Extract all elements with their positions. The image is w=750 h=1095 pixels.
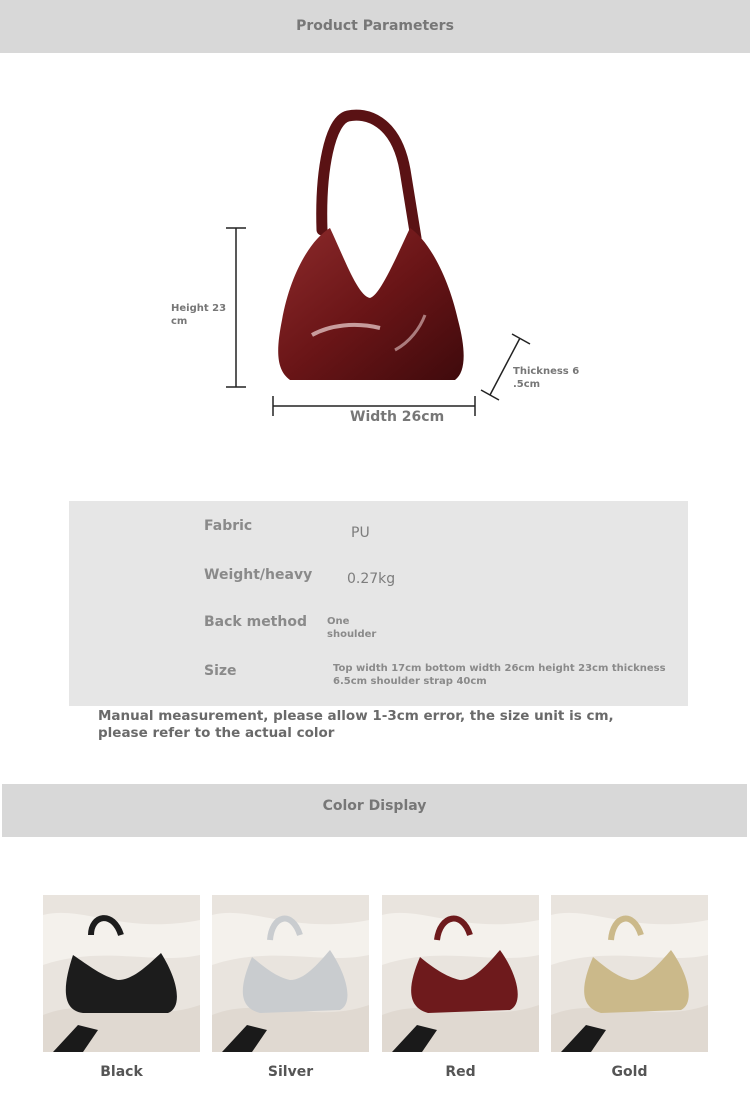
red-bag-image: [382, 895, 539, 1052]
thickness-label: Thickness 6 .5cm: [513, 366, 580, 390]
weight-value: 0.27kg: [347, 571, 396, 587]
width-label: Width 26cm: [350, 409, 445, 425]
back-method-value: One shoulder: [327, 616, 377, 640]
section-title: Product Parameters: [296, 18, 454, 34]
color-swatch-silver[interactable]: [212, 895, 369, 1052]
product-dimension-image: [0, 60, 750, 440]
height-label: Height 23 cm: [171, 303, 227, 327]
color-swatch-black[interactable]: [43, 895, 200, 1052]
section-header-colors: [2, 784, 747, 837]
color-label-black: Black: [100, 1064, 143, 1080]
parameters-table: [69, 501, 688, 706]
thickness-tick: [481, 390, 499, 400]
thickness-tick: [512, 334, 530, 344]
color-label-red: Red: [445, 1064, 476, 1080]
bag-body: [278, 228, 463, 380]
fabric-label: Fabric: [204, 518, 253, 534]
silver-bag-image: [212, 895, 369, 1052]
black-bag-image: [43, 895, 200, 1052]
color-label-gold: Gold: [611, 1064, 648, 1080]
section-title: Color Display: [322, 798, 427, 814]
section-header-parameters: [0, 0, 750, 53]
size-value: Top width 17cm bottom width 26cm height 23cm thickness 6.5cm shoulder strap 40cm: [333, 663, 666, 687]
measurement-note: Manual measurement, please allow 1-3cm error, the size unit is cm, please refer to the actual color: [98, 708, 614, 741]
gold-bag-image: [551, 895, 708, 1052]
size-label: Size: [204, 663, 237, 679]
color-swatch-gold[interactable]: [551, 895, 708, 1052]
back-method-label: Back method: [204, 614, 307, 630]
color-label-silver: Silver: [267, 1064, 314, 1080]
fabric-value: PU: [351, 525, 370, 541]
bag-strap: [322, 115, 416, 238]
color-swatch-red[interactable]: [382, 895, 539, 1052]
weight-label: Weight/heavy: [204, 567, 313, 583]
